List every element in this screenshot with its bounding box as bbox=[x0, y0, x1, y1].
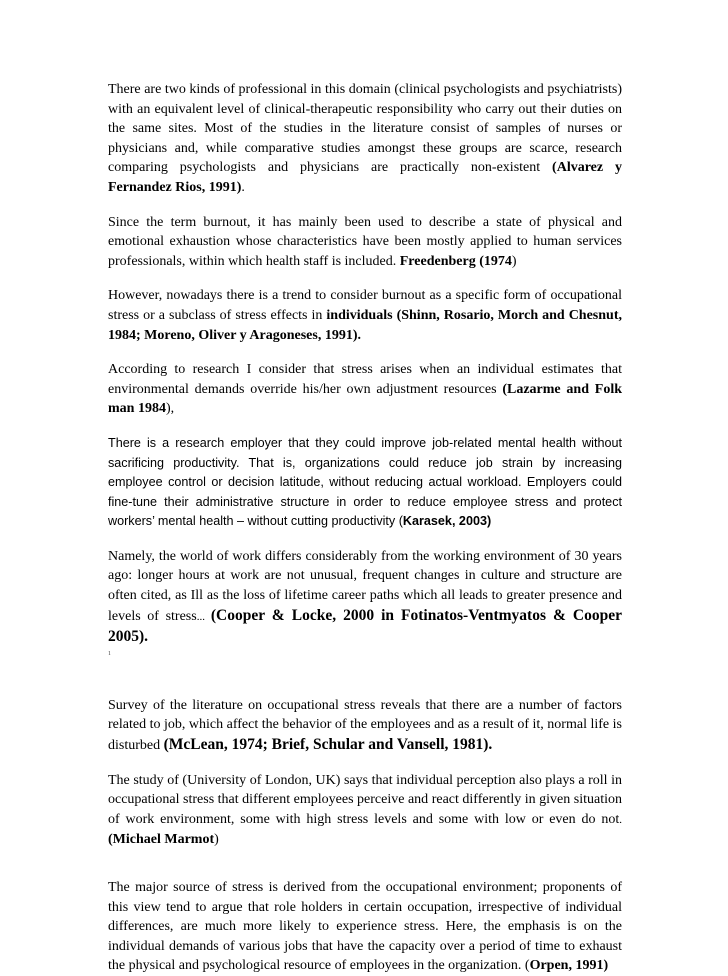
citation: Karasek, 2003) bbox=[402, 514, 492, 529]
paragraph-stress-definition: According to research I consider that stress arises when an individual estimates that environmental demands override his/her own adjustment resources (Lazarme and Folk man 1984), bbox=[108, 362, 622, 417]
paragraph-literature-survey: Survey of the literature on occupational stress reveals that there are a number of factors related to job, which affect the behavior of the employees and as a result of it, normal life is disturbed (McLean, 1974; Brief, Schular and Vansell, 1981). bbox=[108, 697, 622, 754]
paragraph-professionals: There are two kinds of professional in this domain (clinical psychologists and psychiatrists) with an equivalent level of clinical-therapeutic responsibility who carry out their duties on the same sites. Most of the studies in the literature consist of samples of nurses or physicians and, while comparative studies amongst these groups are scarce, research comparing psychologists and physicians are practically non-existent (Alvarez y Fernandez Rios, 1991). bbox=[108, 82, 622, 195]
citation: Freedenberg (1974 bbox=[399, 253, 512, 269]
paragraph-individual-perception: The study of (University of London, UK) says that individual perception also plays a roll in occupational stress that different employees perceive and react differently in given situation of work environment, some with high stress levels and some with low or even do not. (Michael Marmot) bbox=[108, 772, 622, 848]
paragraph-burnout-definition: Since the term burnout, it has mainly been used to describe a state of physical and emotional exhaustion whose characteristics have been mostly applied to human services professionals, within which health staff is included. Freedenberg (1974) bbox=[108, 214, 622, 269]
paragraph-employer-research: There is a research employer that they could improve job-related mental health without sacrificing productivity. That is, organizations could reduce job strain by increasing employee control or decision latitude, without reducing actual workload. Employers could fine-tune their administrative structure in order to reduce employee stress and protect workers’ mental health – without cutting productivity (Karasek, 2003) bbox=[108, 435, 622, 529]
bold-term: individuals bbox=[326, 307, 393, 323]
footnote-marker: 1 bbox=[108, 650, 111, 657]
paragraph-stress-source: The major source of stress is derived from the occupational environment; proponents of this view tend to argue that role holders in certain occupation, irrespective of individual differences, are much more likely to experience stress. Here, the emphasis is on the individual demands of various jobs that have the capacity over a period of time to exhaust the physical and psychological resource of employees in the organization. (Orpen, 1991) bbox=[108, 880, 622, 974]
citation: (Lazarme and Folk man 1984 bbox=[108, 381, 622, 417]
citation: (Cooper & Locke, 2000 in Fotinatos-Ventmyatos & Cooper 2005). bbox=[108, 606, 622, 646]
citation: (Michael Marmot bbox=[108, 832, 215, 848]
citation: (Shinn, Rosario, Morch and Chesnut, 1984; Moreno, Oliver y Aragoneses, 1991). bbox=[108, 307, 622, 343]
paragraph-burnout-trend: However, nowadays there is a trend to consider burnout as a specific form of occupational stress or a subclass of stress effects in individuals (Shinn, Rosario, Morch and Chesnut, 1984; Moreno, Oliver y Aragoneses, 1991). bbox=[108, 288, 622, 343]
citation: (Alvarez y Fernandez Rios, 1991) bbox=[108, 160, 622, 195]
paragraph-world-of-work: Namely, the world of work differs considerably from the working environment of 30 years ago: longer hours at work are not unusual, frequent changes in culture and structure are often cited, as Ill as the loss of lifetime career paths which all leads to greater presence and levels of stress... (Cooper & Locke, 2000 in Fotinatos-Ventmyatos & Cooper 2005). 1 bbox=[108, 548, 622, 657]
citation: Orpen, 1991) bbox=[529, 958, 609, 974]
citation: (McLean, 1974; Brief, Schular and Vansell, 1981). bbox=[163, 736, 493, 754]
document-page bbox=[108, 80, 622, 976]
